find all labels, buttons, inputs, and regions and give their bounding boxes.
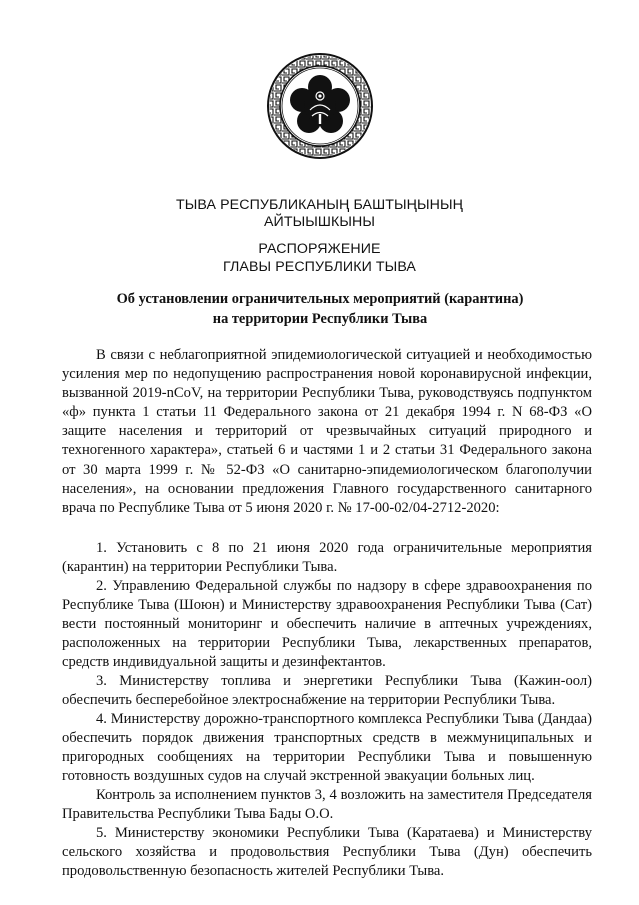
header-issuer: ГЛАВЫ РЕСПУБЛИКИ ТЫВА bbox=[222, 259, 416, 275]
document-title-line-2: на территории Республики Тыва bbox=[212, 311, 428, 327]
item-4-paragraph: 4. Министерству дорожно-транспортного комплекса Республики Тыва (Дандаа) обеспечить порядок движения транспортных средств в межмуниципальных и пригородных сообщениях на территории Республики Тыва и повышенную готовность воздушных судов на случай экстренной эвакуации больных лиц. bbox=[62, 711, 592, 785]
control-paragraph: Контроль за исполнением пунктов 3, 4 возложить на заместителя Председателя Правительства Республики Тыва Бады О.О. bbox=[62, 787, 592, 823]
item-1-paragraph: 1. Установить с 8 по 21 июня 2020 года ограничительные мероприятия (карантин) на территории Республики Тыва. bbox=[62, 540, 592, 576]
item-2-paragraph: 2. Управлению Федеральной службы по надзору в сфере здравоохранения по Республике Тыва (Шоюн) и Министерству здравоохранения Республики Тыва (Сат) вести постоянный мониторинг и обеспечить наличие в аптечных учреждениях, расположенных на территории Республики Тыва, лекарственных препаратов, средств индивидуальной защиты и дезинфектантов. bbox=[62, 578, 592, 671]
header-tuvan-line-2: АЙТЫЫШКЫНЫ bbox=[263, 214, 376, 230]
preamble-paragraph: В связи с неблагоприятной эпидемиологической ситуацией и необходимостью усиления мер по недопущению распространения новой коронавирусной инфекции, вызванной 2019-nCoV, на территории Республики Тыва, руководствуясь подпунктом «ф» пункта 1 статьи 11 Федерального закона от 21 декабря 1994 г. N 68-ФЗ «О защите населения и территорий от чрезвычайных ситуаций природного и техногенного характера», статьей 6 и частями 1 и 2 статьи 31 Федерального закона от 30 марта 1999 г. № 52-ФЗ «О санитарно-эпидемиологическом благополучии населения», на основании предложения Главного государственного санитарного врача по Республике Тыва от 5 июня 2020 г. № 17-00-02/04-2712-2020: bbox=[62, 347, 592, 516]
item-3-paragraph: 3. Министерству топлива и энергетики Республики Тыва (Кажин-оол) обеспечить бесперебойное электроснабжение на территории Республики Тыва. bbox=[62, 673, 592, 709]
document-title-line-1: Об установлении ограничительных мероприятий (карантина) bbox=[116, 291, 524, 307]
header-document-type: РАСПОРЯЖЕНИЕ bbox=[258, 241, 381, 257]
item-5-paragraph: 5. Министерству экономики Республики Тыва (Каратаева) и Министерству сельского хозяйства и продовольствия Республики Тыва (Дун) обеспечить продовольственную безопасность жителей Республики Тыва. bbox=[62, 825, 592, 880]
republic-emblem-icon bbox=[266, 52, 374, 160]
header-tuvan-line-1: ТЫВА РЕСПУБЛИКАНЫҢ БАШТЫҢЫНЫҢ bbox=[176, 197, 463, 213]
